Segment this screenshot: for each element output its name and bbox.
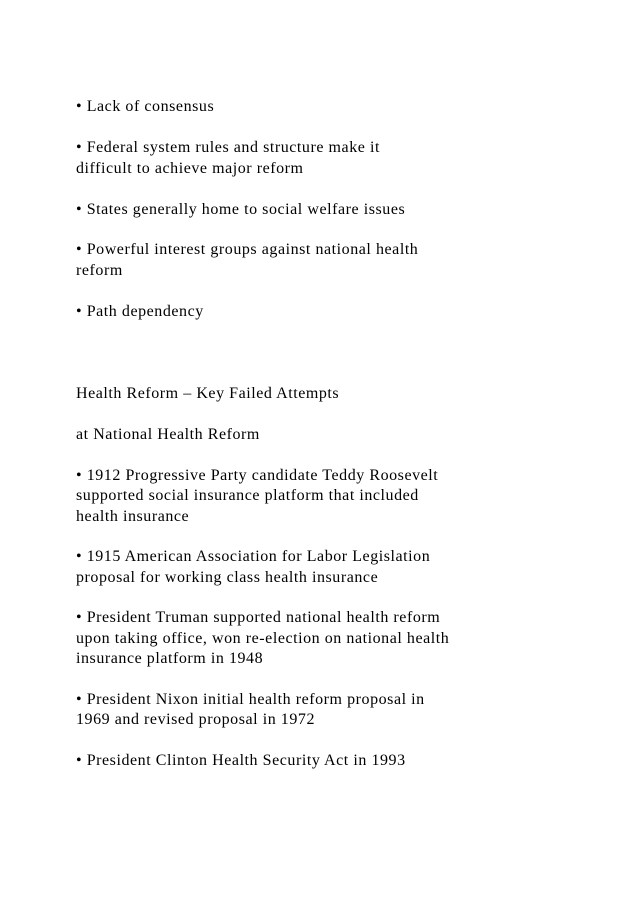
bullet-nixon-line-1: • President Nixon initial health reform proposal in [76, 691, 425, 708]
section-heading-line-1: Health Reform – Key Failed Attempts [76, 385, 340, 402]
bullet-federal-system-line-1: • Federal system rules and structure make it [76, 139, 380, 156]
bullet-federal-system-line-2: difficult to achieve major reform [76, 160, 304, 177]
section-heading-line-2: at National Health Reform [76, 426, 260, 443]
bullet-lack-of-consensus: • Lack of consensus [76, 98, 215, 115]
bullet-truman-line-2: upon taking office, won re-election on national health [76, 630, 450, 647]
bullet-truman-line-3: insurance platform in 1948 [76, 650, 264, 667]
bullet-1912-line-2: supported social insurance platform that included [76, 487, 419, 504]
bullet-truman-line-1: • President Truman supported national health reform [76, 609, 441, 626]
bullet-clinton: • President Clinton Health Security Act in 1993 [76, 752, 406, 769]
bullet-1915-line-1: • 1915 American Association for Labor Legislation [76, 548, 431, 565]
bullet-states-social-welfare: • States generally home to social welfare issues [76, 201, 406, 218]
bullet-path-dependency: • Path dependency [76, 303, 204, 320]
bullet-1912-line-3: health insurance [76, 508, 190, 525]
bullet-1915-line-2: proposal for working class health insurance [76, 569, 379, 586]
bullet-interest-groups-line-1: • Powerful interest groups against national health [76, 241, 419, 258]
bullet-interest-groups-line-2: reform [76, 262, 123, 279]
bullet-1912-line-1: • 1912 Progressive Party candidate Teddy Roosevelt [76, 467, 439, 484]
bullet-nixon-line-2: 1969 and revised proposal in 1972 [76, 711, 316, 728]
